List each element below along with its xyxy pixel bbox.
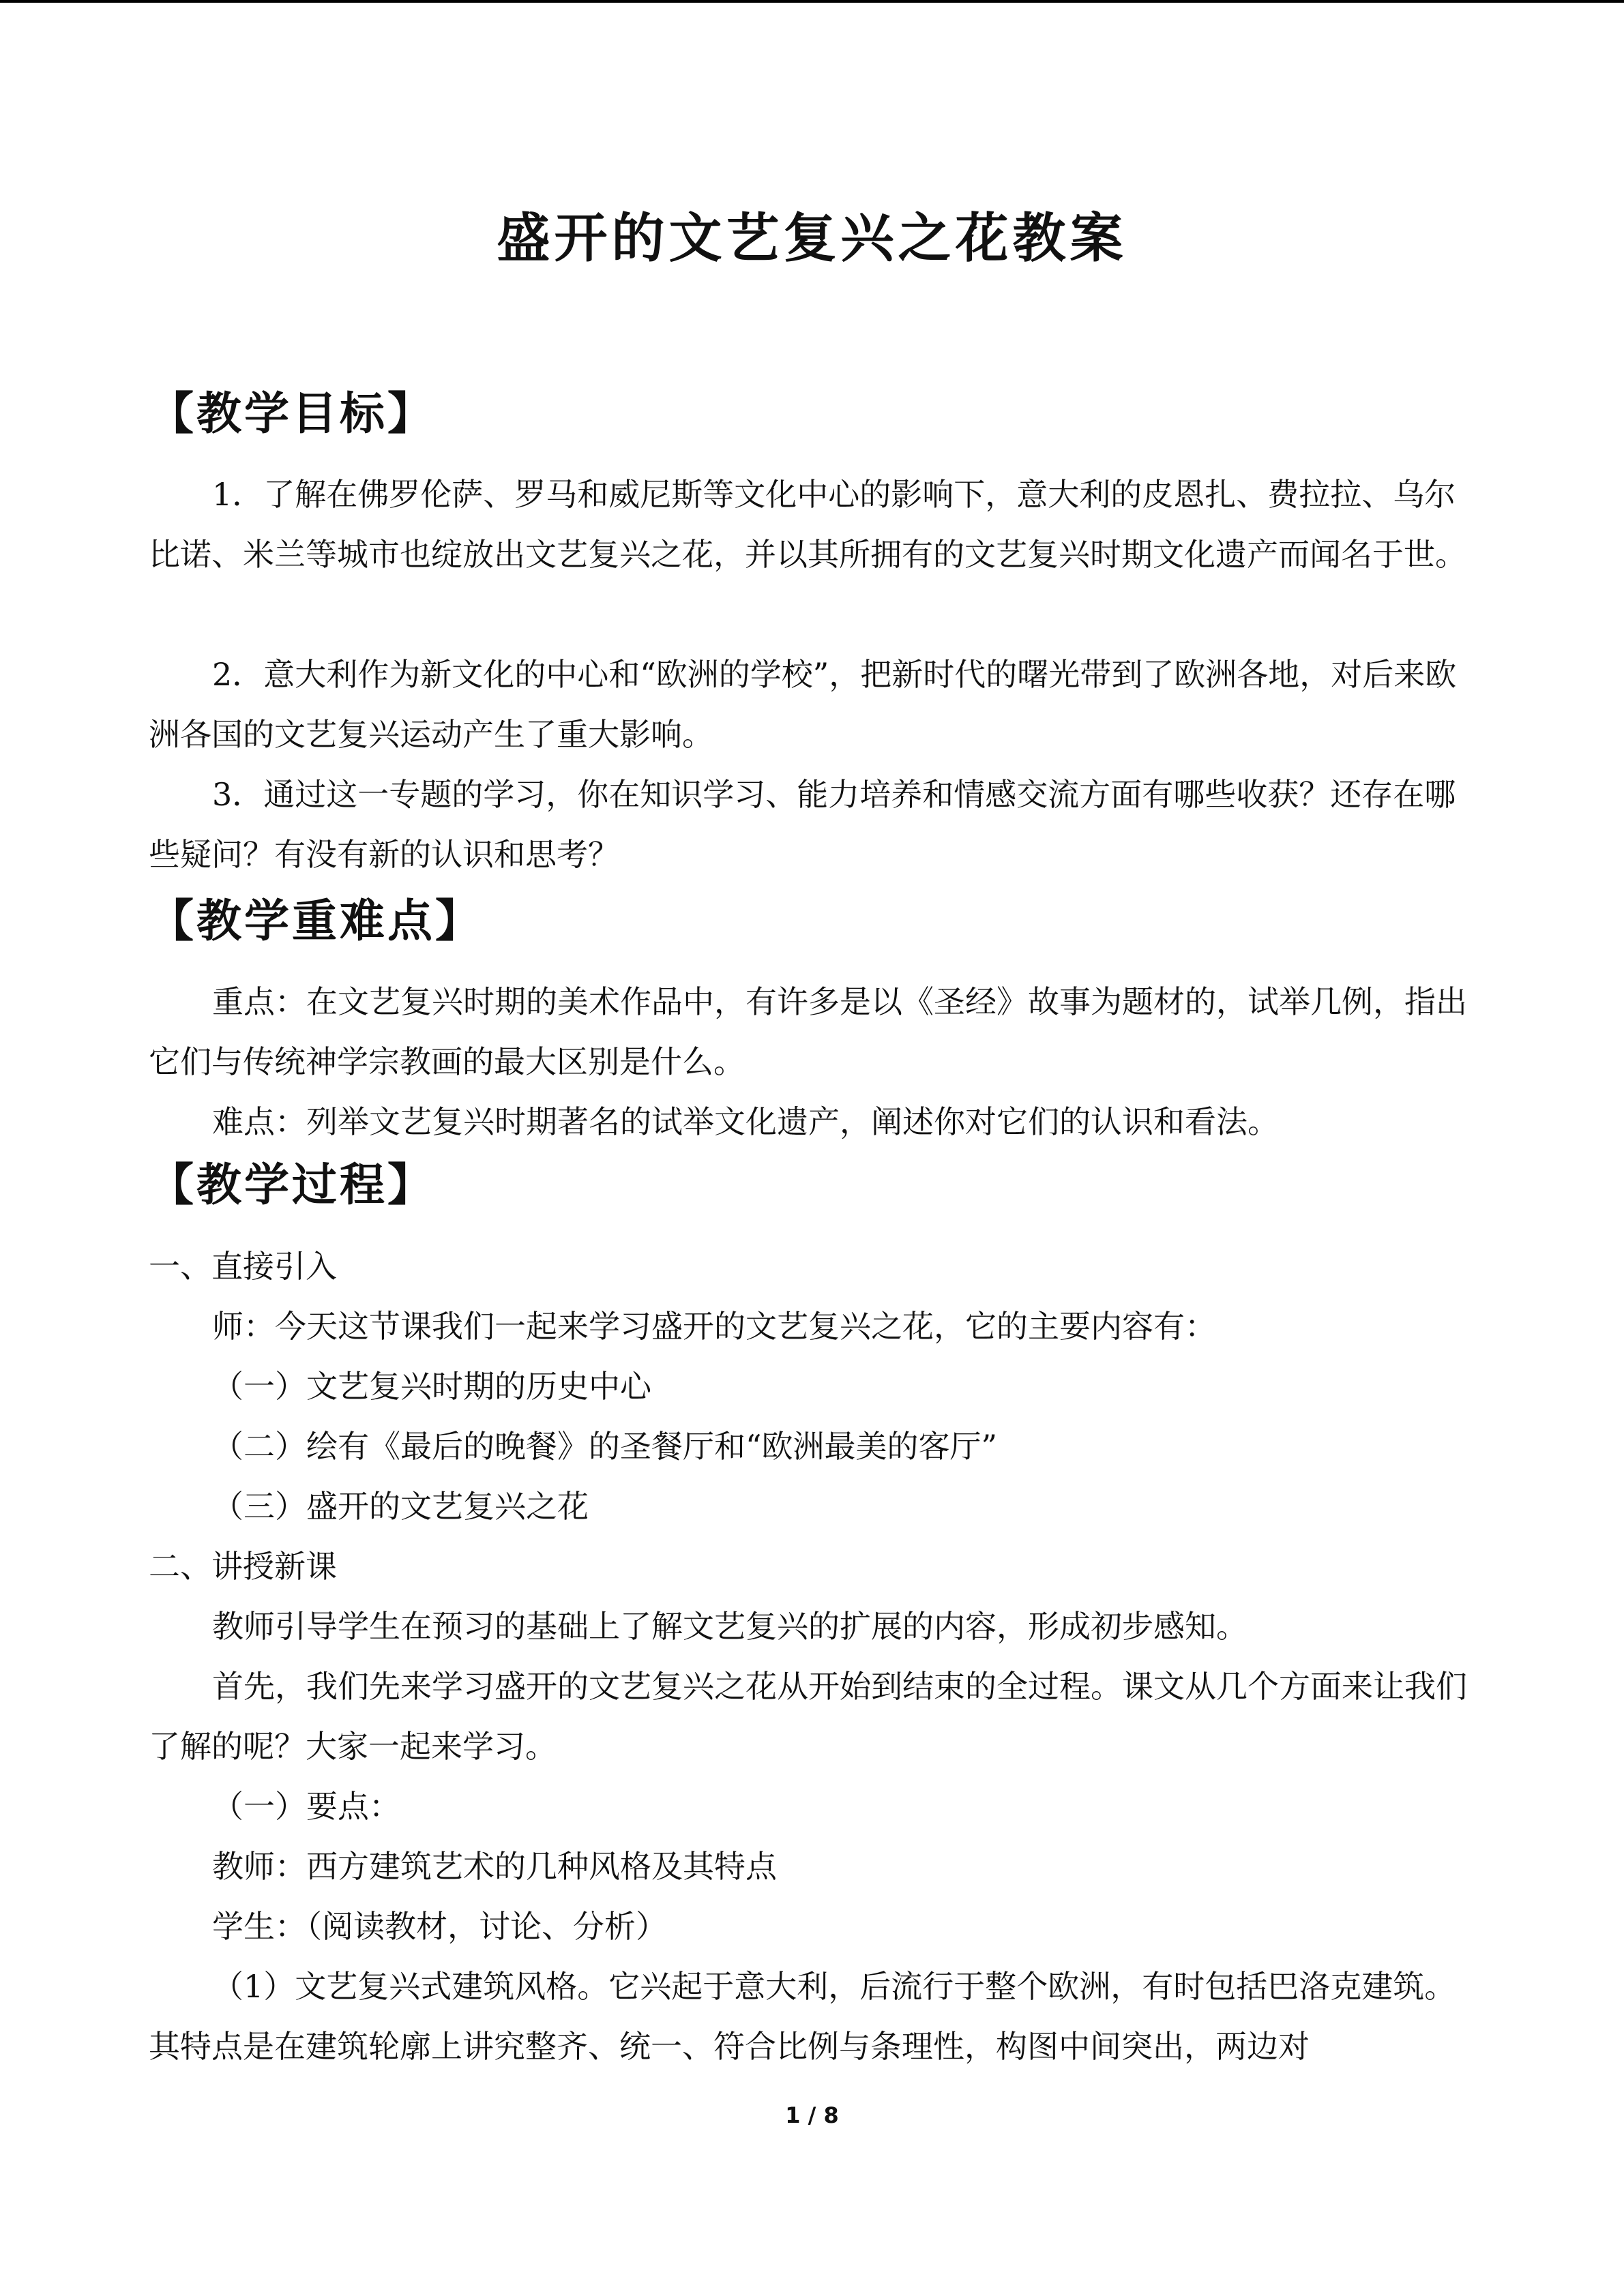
part2-paragraph-6: （1）文艺复兴式建筑风格。它兴起于意大利，后流行于整个欧洲，有时包括巴洛克建筑。其特点是在建筑轮廓上讲究整齐、统一、符合比例与条理性，构图中间突出，两边对 xyxy=(149,1968,1456,2065)
objectives-heading: 【教学目标】 xyxy=(149,387,435,440)
objective-item-2: 2．意大利作为新文化的中心和“欧洲的学校”，把新时代的曙光带到了欧洲各地，对后来欧洲各国的文艺复兴运动产生了重大影响。 xyxy=(149,656,1457,753)
part1-intro: 师：今天这节课我们一起来学习盛开的文艺复兴之花，它的主要内容有： xyxy=(212,1308,1216,1345)
difficulty-paragraph: 难点：列举文艺复兴时期著名的试举文化遗产，阐述你对它们的认识和看法。 xyxy=(212,1103,1279,1140)
part2-title: 二、讲授新课 xyxy=(149,1548,337,1585)
focus-paragraph: 重点：在文艺复兴时期的美术作品中，有许多是以《圣经》故事为题材的，试举几例，指出它们与传统神学宗教画的最大区别是什么。 xyxy=(149,983,1467,1080)
part1-item-3: （三）盛开的文艺复兴之花 xyxy=(212,1488,589,1525)
part1-item-1: （一）文艺复兴时期的历史中心 xyxy=(212,1368,651,1405)
key-points-heading: 【教学重难点】 xyxy=(149,894,483,947)
part2-paragraph-1: 教师引导学生在预习的基础上了解文艺复兴的扩展的内容，形成初步感知。 xyxy=(212,1608,1247,1645)
part2-paragraph-2: 首先，我们先来学习盛开的文艺复兴之花从开始到结束的全过程。课文从几个方面来让我们了解的呢？大家一起来学习。 xyxy=(149,1668,1467,1765)
part2-paragraph-4: 教师：西方建筑艺术的几种风格及其特点 xyxy=(212,1848,777,1885)
part2-paragraph-5: 学生：（阅读教材，讨论、分析） xyxy=(212,1908,667,1945)
part2-paragraph-3: （一）要点： xyxy=(212,1788,400,1825)
objective-item-3: 3．通过这一专题的学习，你在知识学习、能力培养和情感交流方面有哪些收获？还存在哪些疑问？有没有新的认识和思考？ xyxy=(149,776,1456,873)
process-heading: 【教学过程】 xyxy=(149,1158,435,1211)
objective-item-1: 1．了解在佛罗伦萨、罗马和威尼斯等文化中心的影响下，意大利的皮恩扎、费拉拉、乌尔比诺、米兰等城市也绽放出文艺复兴之花，并以其所拥有的文艺复兴时期文化遗产而闻名于世。 xyxy=(149,476,1466,573)
page-number: 1 / 8 xyxy=(785,2102,839,2128)
top-border-line xyxy=(0,0,1624,3)
page-title: 盛开的文艺复兴之花教案 xyxy=(497,207,1127,269)
part1-title: 一、直接引入 xyxy=(149,1248,337,1285)
part1-item-2: （二）绘有《最后的晚餐》的圣餐厅和“欧洲最美的客厅” xyxy=(212,1428,998,1465)
